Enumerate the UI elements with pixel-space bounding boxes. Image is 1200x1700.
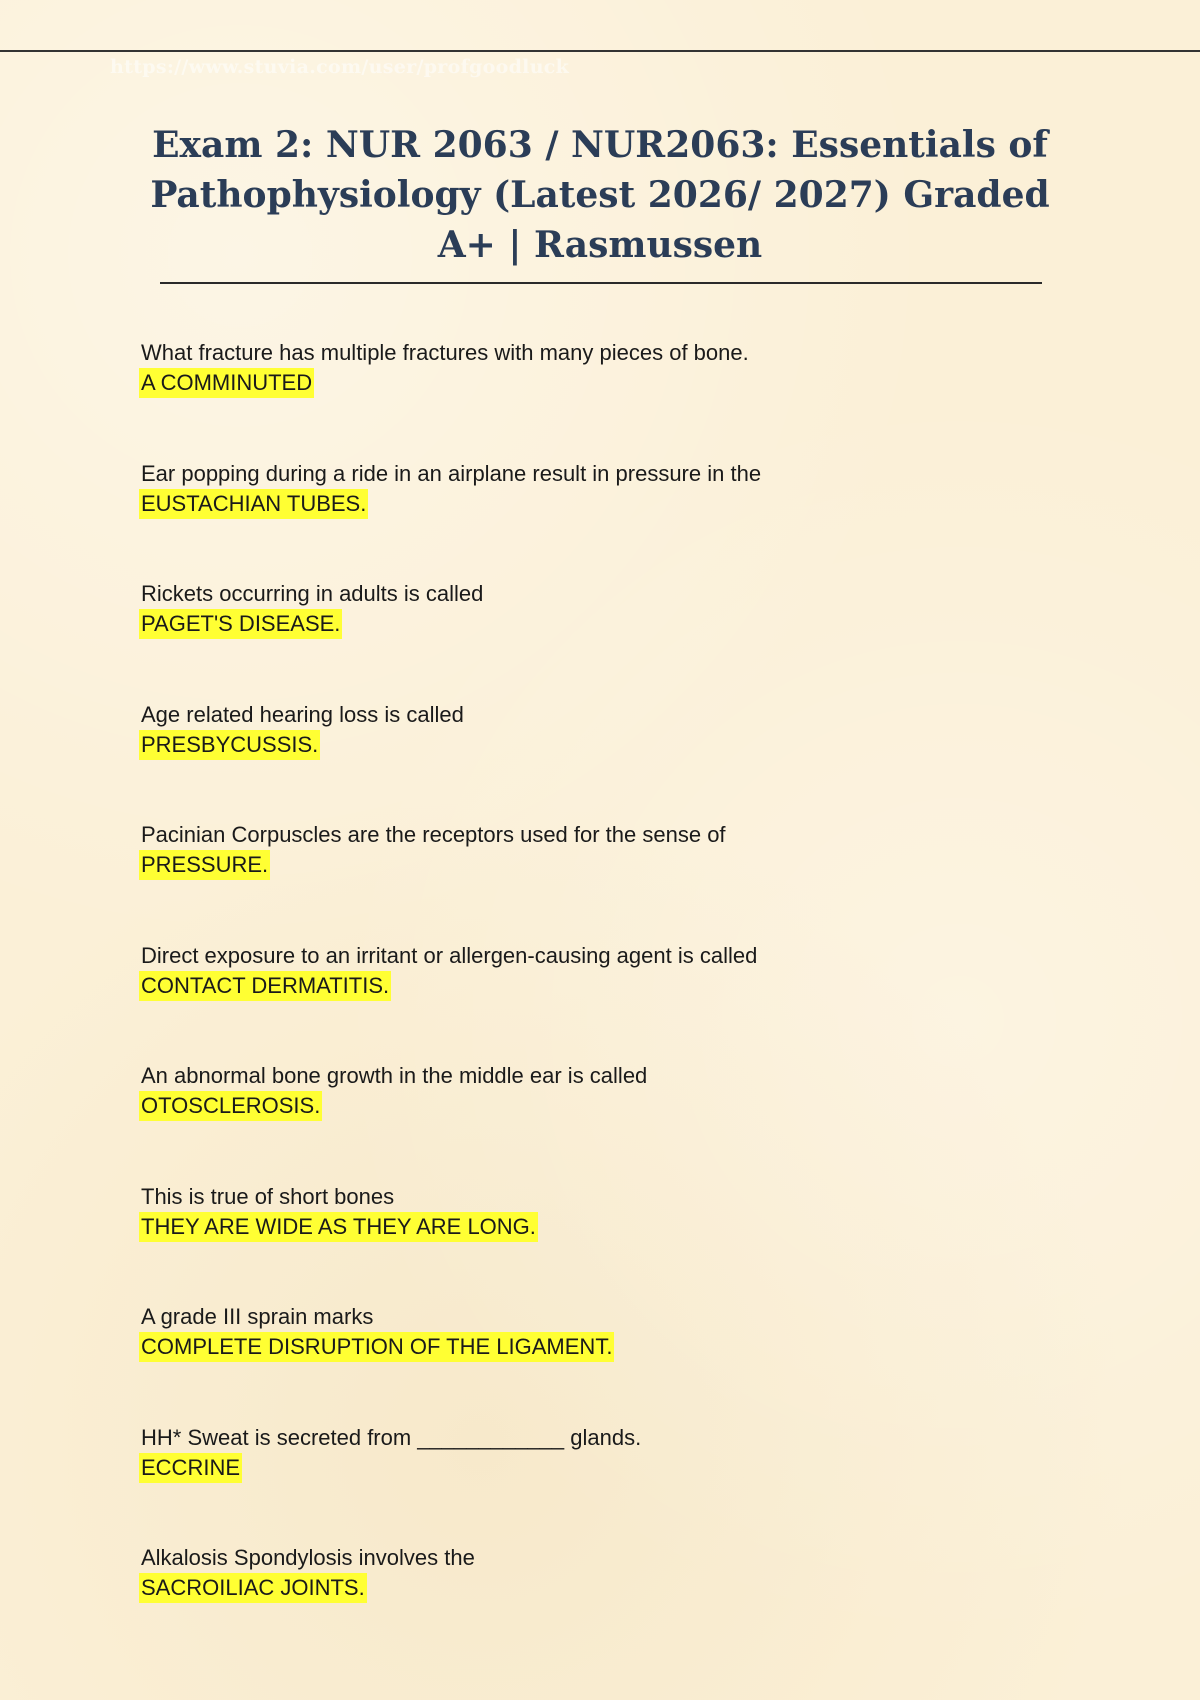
question-text: Age related hearing loss is called (141, 701, 464, 727)
answer-highlight: OTOSCLEROSIS. (139, 1091, 322, 1121)
qa-item (141, 459, 1041, 580)
question-text: Ear popping during a ride in an airplane result in pressure in the (141, 460, 762, 486)
document-title: Exam 2: NUR 2063 / NUR2063: Essentials of Pathophysiology (Latest 2026/ 2027) Graded A+ | Rasmussen (150, 124, 1050, 266)
qa-item (141, 1061, 1041, 1182)
qa-item (141, 1423, 1041, 1544)
question-text: HH* Sweat is secreted from ____________ glands. (141, 1424, 642, 1450)
question-text: A grade III sprain marks (141, 1304, 374, 1329)
title-underline (160, 282, 1042, 284)
qa-item (141, 338, 1041, 459)
answer-highlight: PRESBYCUSSIS. (139, 730, 320, 760)
question-text: Pacinian Corpuscles are the receptors used for the sense of (141, 822, 726, 847)
answer-highlight: COMPLETE DISRUPTION OF THE LIGAMENT. (139, 1332, 614, 1362)
qa-item (141, 1543, 1041, 1664)
qa-item (141, 579, 1041, 700)
watermark-link[interactable]: https://www.stuvia.com/user/profgoodluck (110, 56, 570, 78)
qa-item (141, 1302, 1041, 1423)
question-text: Direct exposure to an irritant or allergen-causing agent is called (141, 942, 758, 968)
qa-list (141, 338, 1041, 1664)
question-text: This is true of short bones (141, 1183, 395, 1209)
answer-highlight: THEY ARE WIDE AS THEY ARE LONG. (139, 1212, 538, 1242)
question-text: Alkalosis Spondylosis involves the (141, 1545, 475, 1570)
header-rule (0, 50, 1200, 52)
answer-highlight: EUSTACHIAN TUBES. (139, 489, 368, 519)
answer-highlight: PAGET'S DISEASE. (139, 609, 342, 639)
qa-item (141, 1182, 1041, 1303)
qa-item (141, 700, 1041, 821)
answer-highlight: A COMMINUTED (139, 368, 314, 398)
qa-item (141, 820, 1041, 941)
answer-highlight: CONTACT DERMATITIS. (139, 971, 391, 1001)
question-text: An abnormal bone growth in the middle ear is called (141, 1063, 648, 1088)
answer-highlight: PRESSURE. (139, 850, 270, 880)
question-text: Rickets occurring in adults is called (141, 581, 484, 606)
answer-highlight: SACROILIAC JOINTS. (139, 1573, 367, 1603)
qa-item (141, 941, 1041, 1062)
answer-highlight: ECCRINE (139, 1453, 242, 1483)
question-text: What fracture has multiple fractures with many pieces of bone. (141, 340, 749, 365)
